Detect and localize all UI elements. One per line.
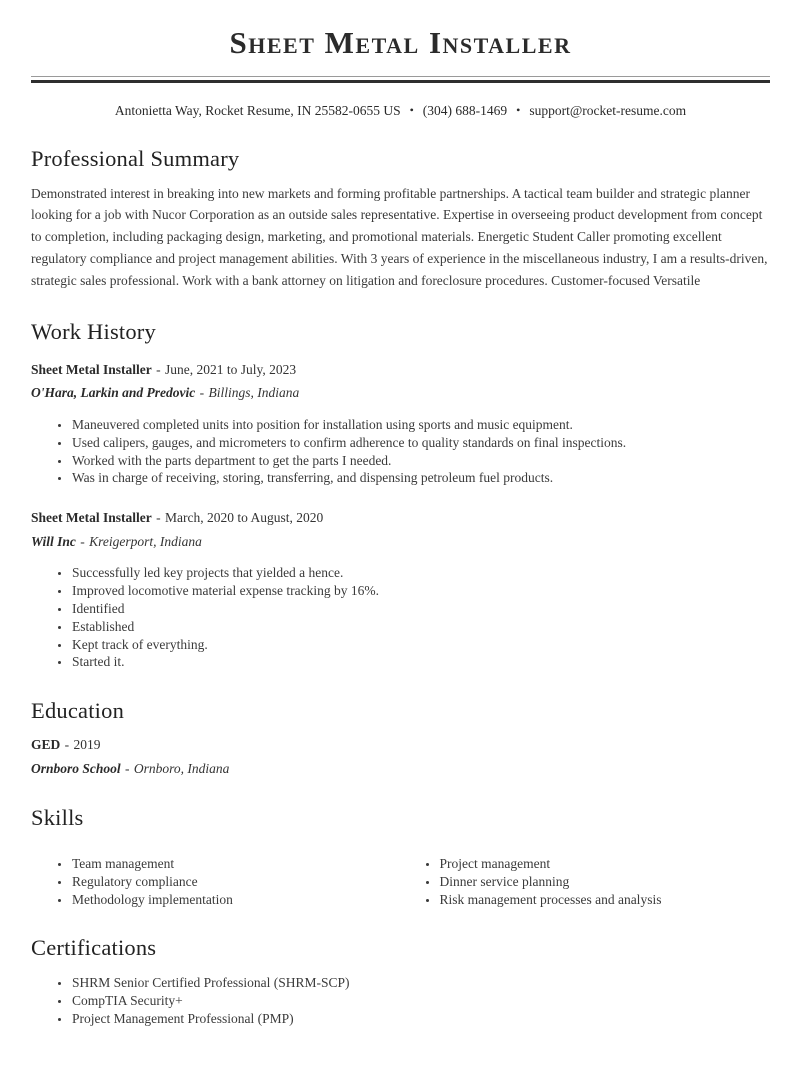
contact-separator: • [516, 102, 521, 117]
education-degree-line [31, 735, 770, 755]
education-school-line [31, 759, 770, 779]
skills-heading: Skills [31, 805, 84, 831]
job-title-line [31, 508, 770, 528]
job-title: Sheet Metal Installer [31, 361, 152, 377]
certifications-list [31, 974, 770, 1027]
dash-separator: - [125, 760, 130, 776]
job-bullet-list [31, 416, 770, 487]
skill-item: • Dinner service planning [439, 873, 771, 891]
header-divider [31, 76, 770, 83]
job-bullet: • Started it. [71, 653, 770, 671]
job-entry [31, 508, 770, 671]
job-bullet: • Kept track of everything. [71, 636, 770, 654]
job-bullet: • Improved locomotive material expense tracking by 16%. [71, 582, 770, 600]
work-history-heading: Work History [31, 318, 156, 344]
job-bullet: • Identified [71, 600, 770, 618]
certification-item: • Project Management Professional (PMP) [71, 1010, 770, 1028]
education-heading: Education [31, 698, 125, 724]
education-location: Ornboro, Indiana [133, 760, 230, 776]
certifications-heading: Certifications [31, 935, 157, 961]
job-bullet: • Established [71, 618, 770, 636]
job-bullet: • Successfully led key projects that yielded a hence. [71, 564, 770, 582]
education-year: 2019 [73, 737, 101, 753]
job-bullet: • Maneuvered completed units into position for installation using sports and music equipment. [71, 416, 770, 434]
job-dates: March, 2020 to August, 2020 [164, 510, 324, 526]
contact-separator: • [409, 102, 414, 117]
contact-address: Antonietta Way, Rocket Resume, IN 25582-0655 US [114, 102, 401, 118]
job-bullet: • Worked with the parts department to get the parts I needed. [71, 452, 770, 470]
skills-list-right [401, 855, 771, 908]
job-company: O'Hara, Larkin and Predovic [31, 385, 196, 401]
contact-email: support@rocket-resume.com [529, 102, 687, 118]
education-school: Ornboro School [31, 760, 121, 776]
dash-separator: - [199, 385, 205, 401]
certification-item: • SHRM Senior Certified Professional (SHRM-SCP) [71, 974, 770, 992]
contact-line [31, 103, 770, 119]
job-company-line [31, 383, 770, 403]
dash-separator: - [156, 361, 161, 377]
job-location: Kreigerport, Indiana [89, 533, 202, 549]
job-bullet-list [31, 564, 770, 671]
skill-item: • Project management [439, 855, 771, 873]
job-dates: June, 2021 to July, 2023 [164, 361, 297, 377]
skill-item: • Methodology implementation [71, 891, 401, 909]
summary-heading: Professional Summary [31, 145, 240, 171]
certification-item: • CompTIA Security+ [71, 992, 770, 1010]
skill-item: • Risk management processes and analysis [439, 891, 771, 909]
job-bullet: • Used calipers, gauges, and micrometers to confirm adherence to quality standards on final inspections. [71, 434, 770, 452]
dash-separator: - [80, 533, 85, 549]
education-degree: GED [31, 737, 61, 753]
contact-phone: (304) 688-1469 [422, 102, 508, 118]
resume-title: Sheet Metal Installer [229, 25, 572, 60]
job-company-line [31, 532, 770, 552]
skills-columns [31, 842, 770, 908]
skill-item: • Team management [71, 855, 401, 873]
job-company: Will Inc [31, 533, 76, 549]
dash-separator: - [156, 510, 161, 526]
job-entry [31, 360, 770, 487]
job-title-line [31, 360, 770, 380]
skill-item: • Regulatory compliance [71, 873, 401, 891]
education-entry [31, 735, 770, 778]
summary-text: Demonstrated interest in breaking into new markets and forming profitable partnerships. A tactical team builder and strategic planner looking for a job with Nucor Corporation as an outside sales representative. Expertise in overseeing product development from concept to completion, including packaging design, marketing, and promotional materials. Energetic Student Caller promoting excellent regulatory compliance and project management abilities. With 3 years of experience in the miscellaneous industry, I am a results-driven, strategic sales professional. Work with a bank attorney on litigation and foreclosure procedures. Customer-focused Versatile [31, 185, 768, 289]
skills-list-left [31, 855, 401, 908]
job-location: Billings, Indiana [208, 385, 300, 401]
job-bullet: • Was in charge of receiving, storing, transferring, and dispensing petroleum fuel products. [71, 469, 770, 487]
job-title: Sheet Metal Installer [31, 510, 152, 526]
dash-separator: - [64, 737, 70, 753]
